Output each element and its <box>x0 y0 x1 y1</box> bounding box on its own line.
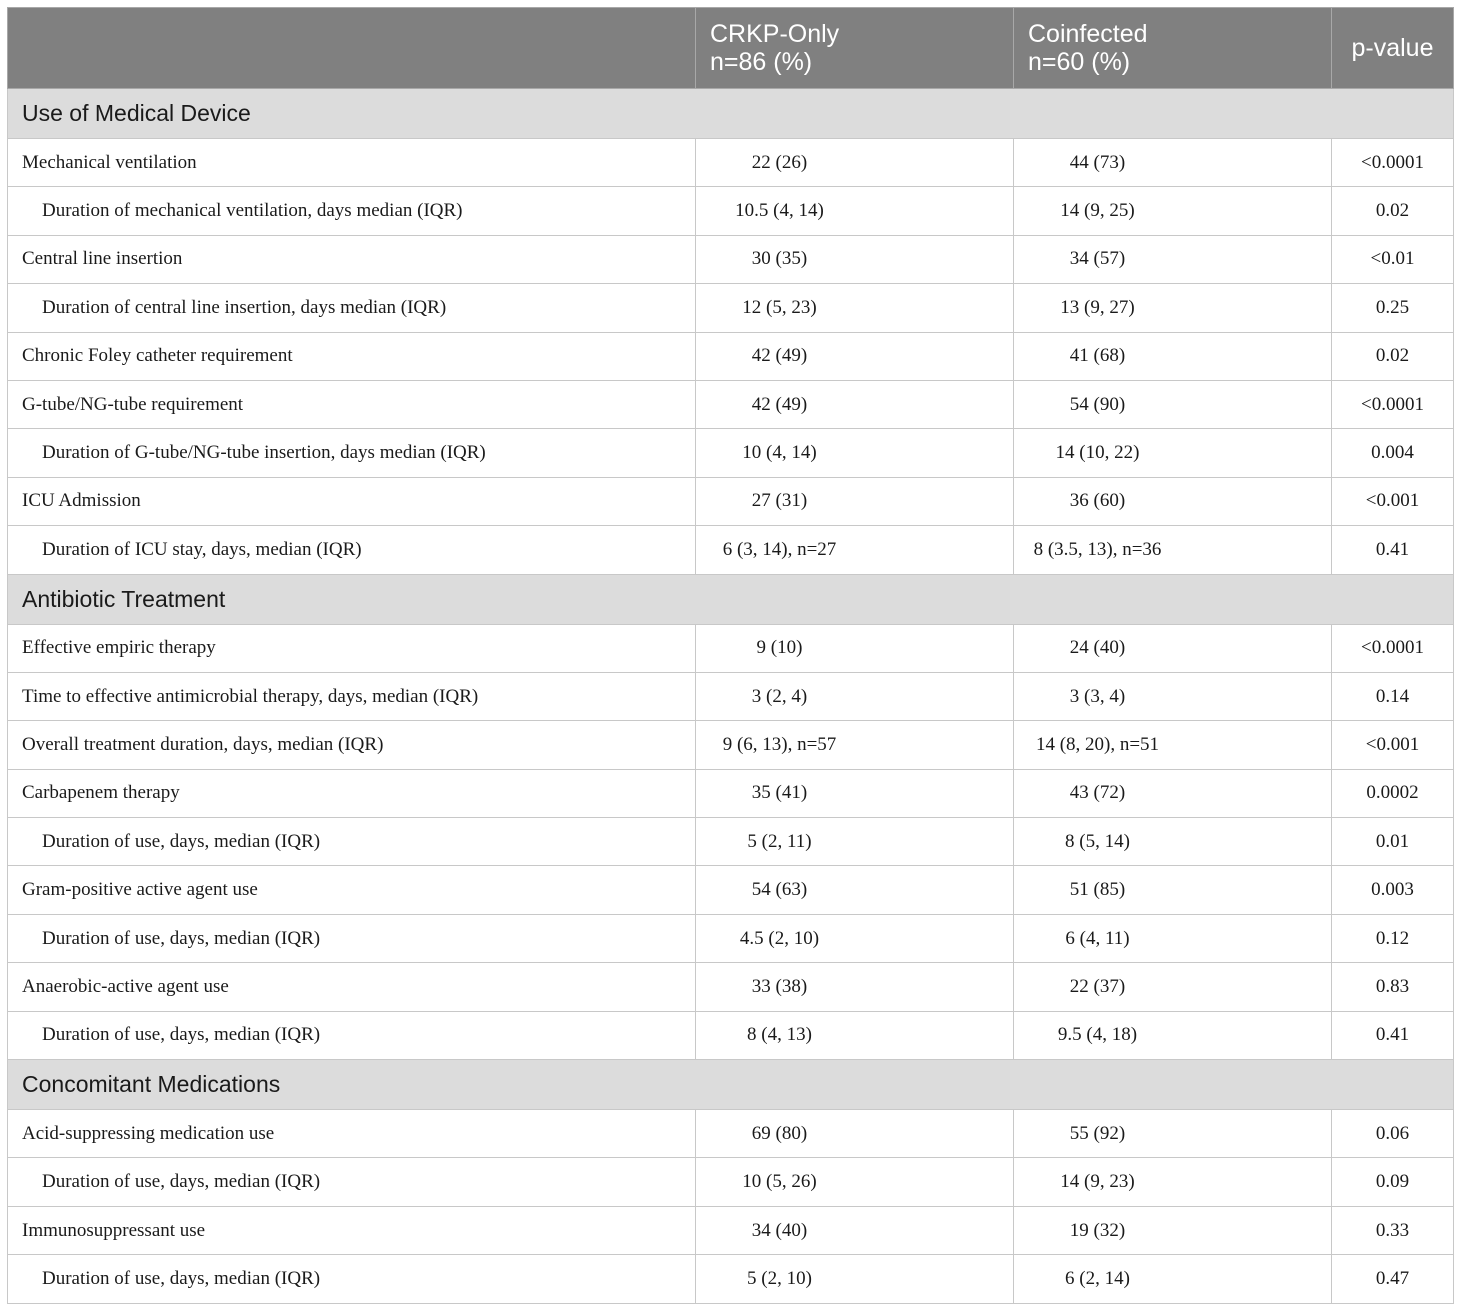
row-label: Gram-positive active agent use <box>8 866 696 914</box>
table-row <box>8 1011 1454 1059</box>
table-row <box>8 866 1454 914</box>
crkp-only-value: 27 (31) <box>696 477 1014 525</box>
coinfected-value: 54 (90) <box>1014 380 1332 428</box>
row-label: Mechanical ventilation <box>8 139 696 187</box>
row-label: Carbapenem therapy <box>8 769 696 817</box>
p-value: 0.02 <box>1332 332 1454 380</box>
row-label: Duration of central line insertion, days median (IQR) <box>8 284 696 332</box>
coinfected-value: 3 (3, 4) <box>1014 672 1332 720</box>
crkp-only-value: 4.5 (2, 10) <box>696 914 1014 962</box>
table-row <box>8 1206 1454 1254</box>
p-value: 0.06 <box>1332 1110 1454 1158</box>
p-value: 0.003 <box>1332 866 1454 914</box>
crkp-only-value: 54 (63) <box>696 866 1014 914</box>
coinfected-value: 44 (73) <box>1014 139 1332 187</box>
crkp-only-value: 33 (38) <box>696 963 1014 1011</box>
row-label: ICU Admission <box>8 477 696 525</box>
crkp-only-value: 69 (80) <box>696 1110 1014 1158</box>
row-label: Duration of mechanical ventilation, days median (IQR) <box>8 187 696 235</box>
coinfected-value: 14 (10, 22) <box>1014 429 1332 477</box>
header-crkp-only <box>696 8 1014 89</box>
coinfected-value: 41 (68) <box>1014 332 1332 380</box>
row-label: Duration of G-tube/NG-tube insertion, days median (IQR) <box>8 429 696 477</box>
table-row <box>8 477 1454 525</box>
table-row <box>8 235 1454 283</box>
coinfected-value: 6 (4, 11) <box>1014 914 1332 962</box>
row-label: Duration of ICU stay, days, median (IQR) <box>8 526 696 574</box>
table-row <box>8 429 1454 477</box>
coinfected-value: 14 (9, 25) <box>1014 187 1332 235</box>
section-row <box>8 89 1454 139</box>
p-value: <0.01 <box>1332 235 1454 283</box>
table-row <box>8 284 1454 332</box>
p-value: 0.12 <box>1332 914 1454 962</box>
coinfected-value: 19 (32) <box>1014 1206 1332 1254</box>
coinfected-value: 13 (9, 27) <box>1014 284 1332 332</box>
crkp-only-value: 5 (2, 10) <box>696 1255 1014 1303</box>
row-label: Immunosuppressant use <box>8 1206 696 1254</box>
crkp-only-value: 9 (10) <box>696 624 1014 672</box>
row-label: Central line insertion <box>8 235 696 283</box>
crkp-only-value: 10.5 (4, 14) <box>696 187 1014 235</box>
p-value: <0.0001 <box>1332 380 1454 428</box>
table-row <box>8 526 1454 574</box>
row-label: Duration of use, days, median (IQR) <box>8 914 696 962</box>
section-row <box>8 574 1454 624</box>
coinfected-value: 51 (85) <box>1014 866 1332 914</box>
coinfected-value: 55 (92) <box>1014 1110 1332 1158</box>
table-header-row <box>8 8 1454 89</box>
table-row <box>8 1110 1454 1158</box>
row-label: G-tube/NG-tube requirement <box>8 380 696 428</box>
p-value: <0.0001 <box>1332 139 1454 187</box>
p-value: 0.83 <box>1332 963 1454 1011</box>
table-row <box>8 963 1454 1011</box>
coinfected-value: 43 (72) <box>1014 769 1332 817</box>
header-crkp-only-n: n=86 (%) <box>710 48 813 76</box>
row-label: Duration of use, days, median (IQR) <box>8 1011 696 1059</box>
row-label: Anaerobic-active agent use <box>8 963 696 1011</box>
crkp-only-value: 42 (49) <box>696 332 1014 380</box>
p-value: 0.25 <box>1332 284 1454 332</box>
crkp-only-value: 9 (6, 13), n=57 <box>696 721 1014 769</box>
crkp-only-value: 8 (4, 13) <box>696 1011 1014 1059</box>
section-row <box>8 1060 1454 1110</box>
header-variable <box>8 8 696 89</box>
header-coinfected-title: Coinfected <box>1028 20 1148 48</box>
coinfected-value: 34 (57) <box>1014 235 1332 283</box>
table-row <box>8 1158 1454 1206</box>
p-value: 0.33 <box>1332 1206 1454 1254</box>
table-row <box>8 672 1454 720</box>
p-value: 0.09 <box>1332 1158 1454 1206</box>
crkp-only-value: 12 (5, 23) <box>696 284 1014 332</box>
header-p-value: p-value <box>1332 8 1454 89</box>
coinfected-value: 14 (8, 20), n=51 <box>1014 721 1332 769</box>
row-label: Chronic Foley catheter requirement <box>8 332 696 380</box>
p-value: 0.41 <box>1332 1011 1454 1059</box>
crkp-only-value: 42 (49) <box>696 380 1014 428</box>
coinfected-value: 36 (60) <box>1014 477 1332 525</box>
table-row <box>8 187 1454 235</box>
coinfected-value: 24 (40) <box>1014 624 1332 672</box>
coinfected-value: 8 (5, 14) <box>1014 818 1332 866</box>
header-crkp-only-title: CRKP-Only <box>710 20 840 48</box>
crkp-only-value: 5 (2, 11) <box>696 818 1014 866</box>
p-value: 0.0002 <box>1332 769 1454 817</box>
row-label: Time to effective antimicrobial therapy, days, median (IQR) <box>8 672 696 720</box>
row-label: Overall treatment duration, days, median (IQR) <box>8 721 696 769</box>
crkp-only-value: 6 (3, 14), n=27 <box>696 526 1014 574</box>
coinfected-value: 14 (9, 23) <box>1014 1158 1332 1206</box>
section-title: Concomitant Medications <box>8 1060 1454 1110</box>
coinfected-value: 22 (37) <box>1014 963 1332 1011</box>
p-value: <0.001 <box>1332 721 1454 769</box>
crkp-only-value: 35 (41) <box>696 769 1014 817</box>
crkp-only-value: 3 (2, 4) <box>696 672 1014 720</box>
p-value: 0.47 <box>1332 1255 1454 1303</box>
table-row <box>8 914 1454 962</box>
p-value: 0.41 <box>1332 526 1454 574</box>
row-label: Duration of use, days, median (IQR) <box>8 1158 696 1206</box>
crkp-only-value: 34 (40) <box>696 1206 1014 1254</box>
section-title: Antibiotic Treatment <box>8 574 1454 624</box>
coinfected-value: 8 (3.5, 13), n=36 <box>1014 526 1332 574</box>
p-value: 0.01 <box>1332 818 1454 866</box>
table-row <box>8 624 1454 672</box>
crkp-only-value: 10 (5, 26) <box>696 1158 1014 1206</box>
crkp-only-value: 30 (35) <box>696 235 1014 283</box>
crkp-only-value: 22 (26) <box>696 139 1014 187</box>
p-value: <0.0001 <box>1332 624 1454 672</box>
row-label: Duration of use, days, median (IQR) <box>8 1255 696 1303</box>
table-row <box>8 139 1454 187</box>
table-row <box>8 380 1454 428</box>
crkp-only-value: 10 (4, 14) <box>696 429 1014 477</box>
table-row <box>8 332 1454 380</box>
header-coinfected-n: n=60 (%) <box>1028 48 1131 76</box>
table-row <box>8 721 1454 769</box>
table-body <box>8 89 1454 1304</box>
p-value: 0.02 <box>1332 187 1454 235</box>
p-value: 0.004 <box>1332 429 1454 477</box>
header-coinfected <box>1014 8 1332 89</box>
p-value: <0.001 <box>1332 477 1454 525</box>
section-title: Use of Medical Device <box>8 89 1454 139</box>
data-table <box>7 7 1454 1304</box>
row-label: Acid-suppressing medication use <box>8 1110 696 1158</box>
p-value: 0.14 <box>1332 672 1454 720</box>
row-label: Duration of use, days, median (IQR) <box>8 818 696 866</box>
table-row <box>8 769 1454 817</box>
coinfected-value: 6 (2, 14) <box>1014 1255 1332 1303</box>
table-row <box>8 818 1454 866</box>
table-row <box>8 1255 1454 1303</box>
coinfected-value: 9.5 (4, 18) <box>1014 1011 1332 1059</box>
row-label: Effective empiric therapy <box>8 624 696 672</box>
